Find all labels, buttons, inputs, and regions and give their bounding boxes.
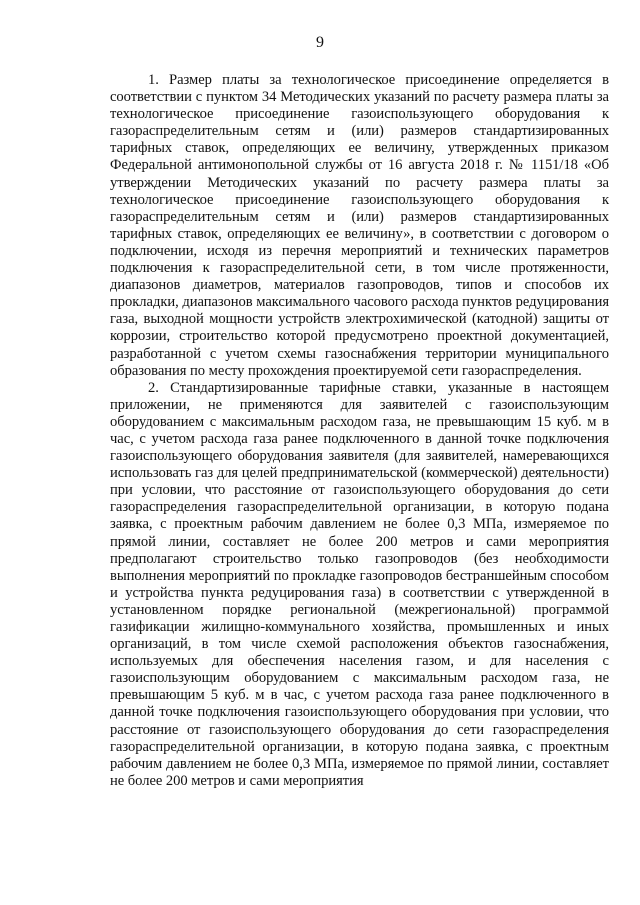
paragraph-1: 1. Размер платы за технологическое присоединение определяется в соответствии с пунктом 34 Методических указаний по расчету размера платы за технологическое присоединение газоиспользующего оборудования к газораспределительным сетям и (или) размеров стандартизированных тарифных ставок, определяющих ее величину, утвержденных приказом Федеральной антимонопольной службы от 16 августа 2018 г. № 1151/18 «Об утверждении Методических указаний по расчету размера платы за технологическое присоединение газоиспользующего оборудования к газораспределительным сетям и (или) размеров стандартизированных тарифных ставок, определяющих ее величину», в соответствии с договором о подключении, исходя из перечня мероприятий и технических параметров подключения к газораспределительной сети, в том числе протяженности, диапазонов диаметров, материалов газопроводов, типов и способов их прокладки, диапазонов максимального часового расхода пунктов редуцирования газа, выходной мощности устройств электрохимической (катодной) защиты от коррозии, строительство которой предусмотрено проектной документацией, разработанной с учетом схемы газоснабжения территории муниципального образования по месту прохождения проектируемой сети газораспределения. [110,72,609,379]
document-body [110,72,609,790]
page-number: 9 [316,34,324,51]
paragraph-2: 2. Стандартизированные тарифные ставки, указанные в настоящем приложении, не применяются для заявителей с газоиспользующим оборудованием с максимальным расходом газа, не превышающим 15 куб. м в час, с учетом расхода газа ранее подключенного в данной точке подключения газоиспользующего оборудования заявителя (для заявителей, намеревающихся использовать газ для целей предпринимательской (коммерческой) деятельности) при условии, что расстояние от газоиспользующего оборудования до сети газораспределения газораспределительной организации, в которую подана заявка, с проектным рабочим давлением не более 0,3 МПа, измеряемое по прямой линии, составляет не более 200 метров и сами мероприятия предполагают строительство только газопроводов (без необходимости выполнения мероприятий по прокладке газопроводов бестраншейным способом и устройства пункта редуцирования газа) в соответствии с утвержденной в установленном порядке региональной (межрегиональной) программой газификации жилищно-коммунального хозяйства, промышленных и иных организаций, в том числе схемой расположения объектов газоснабжения, используемых для обеспечения населения газом, и для населения с газоиспользующим оборудованием с максимальным расходом газа, не превышающим 5 куб. м в час, с учетом расхода газа ранее подключенного в данной точке подключения газоиспользующего оборудования при условии, что расстояние от газоиспользующего оборудования до сети газораспределения газораспределительной организации, в которую подана заявка, с проектным рабочим давлением не более 0,3 МПа, измеряемое по прямой линии, составляет не более 200 метров и сами мероприятия [110,379,609,789]
